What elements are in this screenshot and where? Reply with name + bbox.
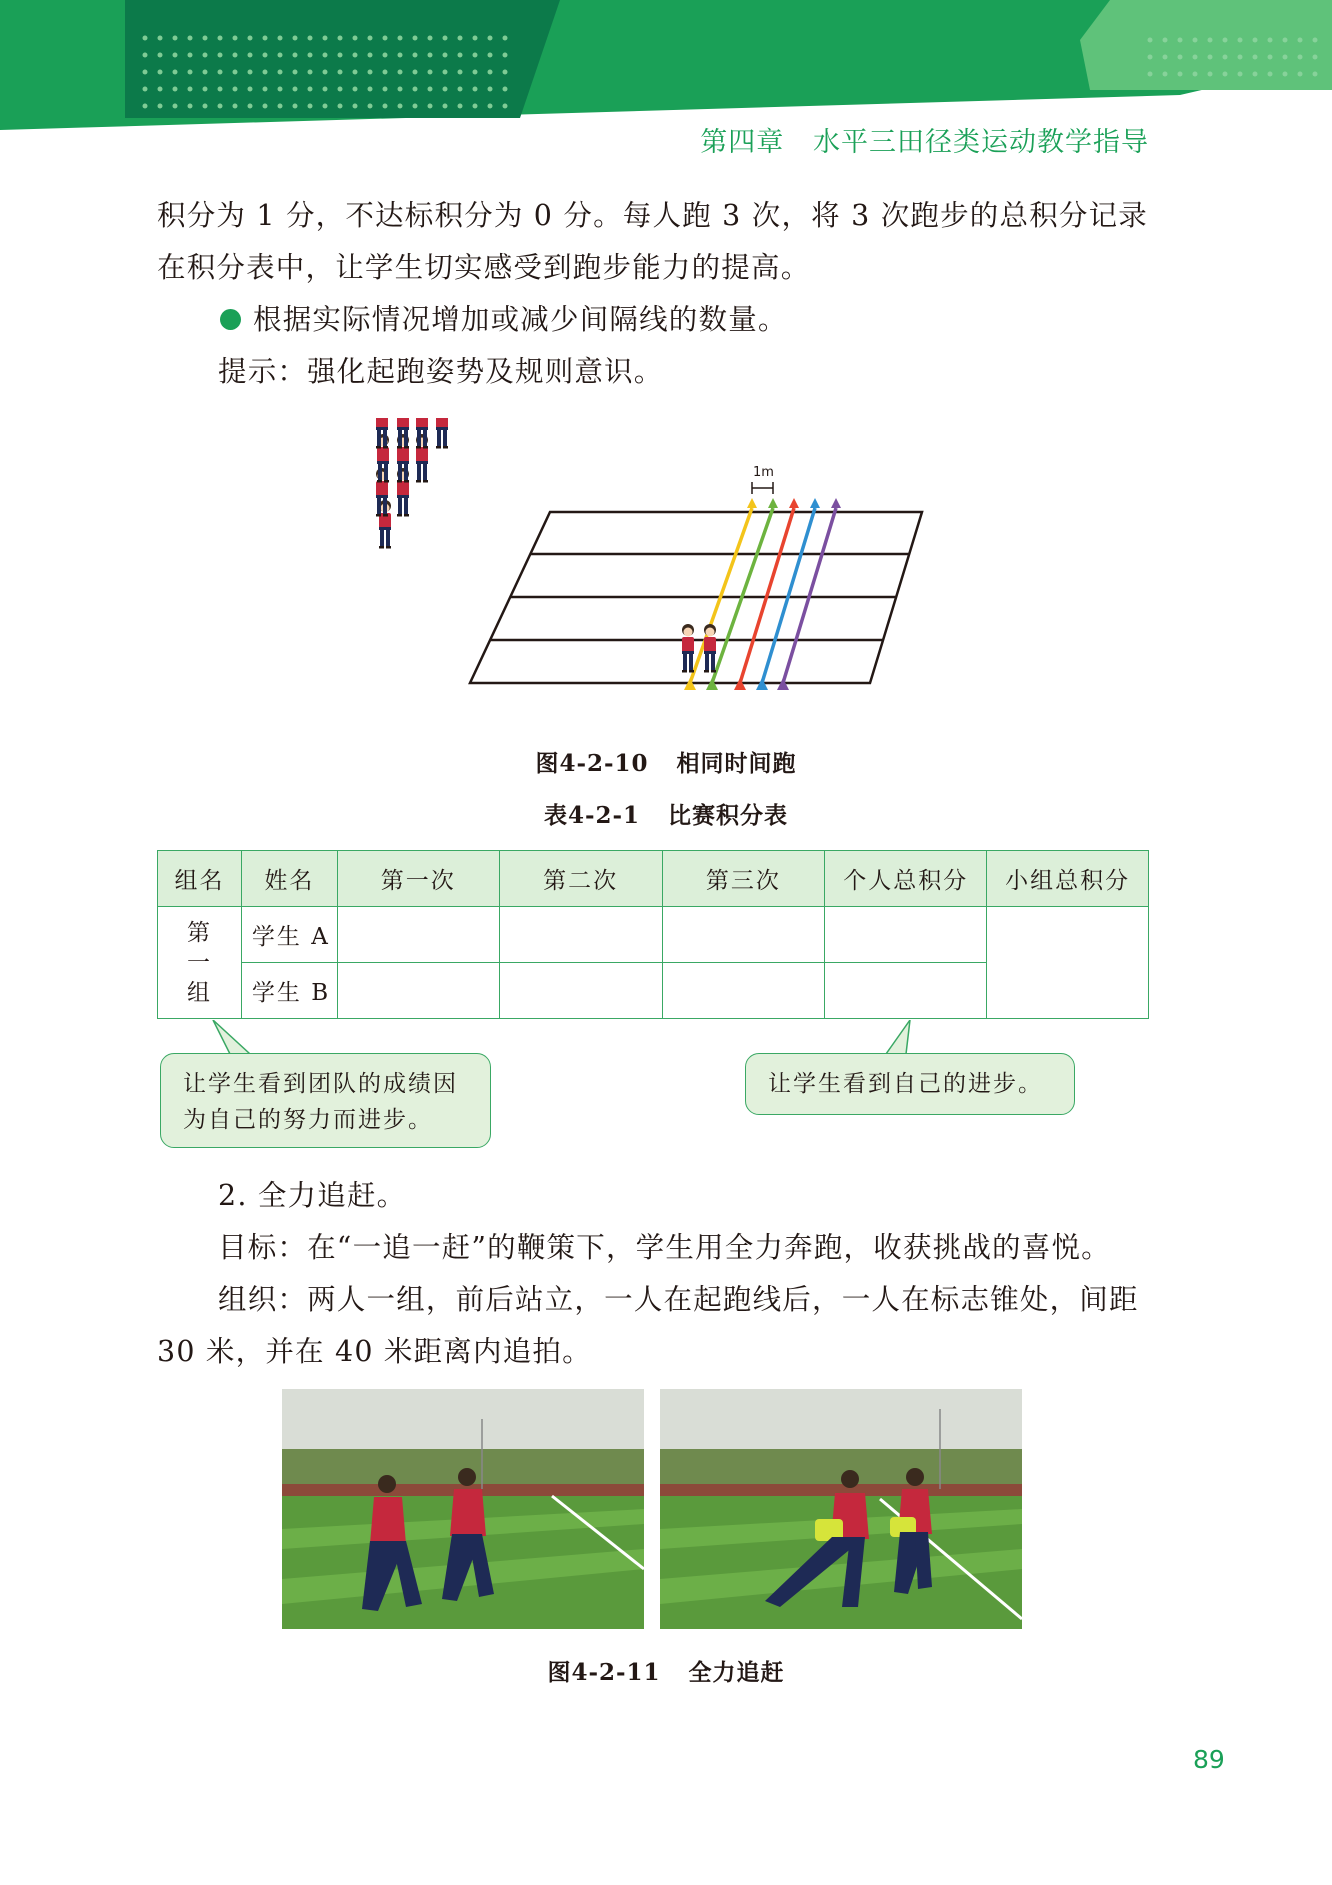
callout-right-tail [878,1020,928,1056]
track-lanes [470,512,922,683]
group-name-char: 第 [186,919,212,946]
group-total-cell[interactable] [987,907,1149,1019]
chapter-number: 第四章 [700,127,785,158]
bullet-item [220,294,1220,346]
paragraph-tip: 提示：强化起跑姿势及规则意识。 [218,355,664,388]
bullet-text: 根据实际情况增加或减少间隔线的数量。 [253,303,788,336]
group-name-char: 组 [186,979,212,1006]
section2-goal: 目标：在“一追一赶”的鞭策下，学生用全力奔跑，收获挑战的喜悦。 [218,1231,1111,1264]
table-header-cell: 姓名 [241,851,337,907]
bullet-dot-icon [220,309,241,330]
table-header-cell: 第三次 [662,851,825,907]
score-table [157,850,1149,1019]
table-header-cell: 第一次 [337,851,499,907]
table1-caption [0,797,1332,830]
waiting-students [370,418,448,549]
student-name-cell: 学生 A [241,907,337,963]
figure1-caption-num: 图4-2-10 [535,750,649,777]
group-name-cell [158,907,242,1019]
chase-photo-2 [660,1389,1022,1629]
score-cell[interactable] [337,907,499,963]
chase-photo-1 [282,1389,644,1629]
figure2-caption-num: 图4-2-11 [547,1659,661,1686]
group-name-char: 一 [186,949,212,976]
table1-caption-text: 比赛积分表 [668,802,789,829]
table-header-cell: 个人总积分 [825,851,987,907]
header-banner [0,0,1332,135]
personal-total-cell[interactable] [825,963,987,1019]
paragraph-scoring: 积分为 1 分，不达标积分为 0 分。每人跑 3 次，将 3 次跑步的总积分记录在积分表中，让学生切实感受到跑步能力的提高。 [157,199,1149,284]
section2-title: 2. 全力追赶。 [218,1179,407,1212]
section2-organization-text: 组织：两人一组，前后站立，一人在起跑线后，一人在标志锥处，间距 30 米，并在 40 米距离内追拍。 [157,1283,1139,1368]
table-header-cell: 第二次 [499,851,662,907]
cone-row-top [747,498,841,508]
score-cell[interactable] [499,907,662,963]
score-cell[interactable] [662,963,825,1019]
score-cell[interactable] [499,963,662,1019]
callout-self-progress: 让学生看到自己的进步。 [745,1053,1075,1115]
score-cell[interactable] [337,963,499,1019]
student-name-cell: 学生 B [241,963,337,1019]
table-row [158,907,1149,963]
chapter-title: 水平三田径类运动教学指导 [813,127,1149,158]
table1-caption-num: 表4-2-1 [543,802,641,829]
callout-left-tail [210,1020,260,1056]
callout-team-progress: 让学生看到团队的成绩因为自己的努力而进步。 [160,1053,491,1148]
figure1-caption [0,745,1332,778]
section2-organization [157,1274,1157,1378]
chapter-header [700,120,1149,159]
figure1-caption-text: 相同时间跑 [676,750,797,777]
table-header-cell: 小组总积分 [987,851,1149,907]
figure2-caption [0,1654,1332,1687]
same-time-run-diagram [370,418,930,708]
figure2-caption-text: 全力追赶 [688,1659,785,1686]
score-cell[interactable] [662,907,825,963]
distance-label: 1m [753,465,774,480]
personal-total-cell[interactable] [825,907,987,963]
runners-bottom [682,624,716,673]
table-header-cell: 组名 [158,851,242,907]
distance-marker [752,482,773,494]
page-number: 89 [1193,1745,1225,1774]
table-header-row [158,851,1149,907]
